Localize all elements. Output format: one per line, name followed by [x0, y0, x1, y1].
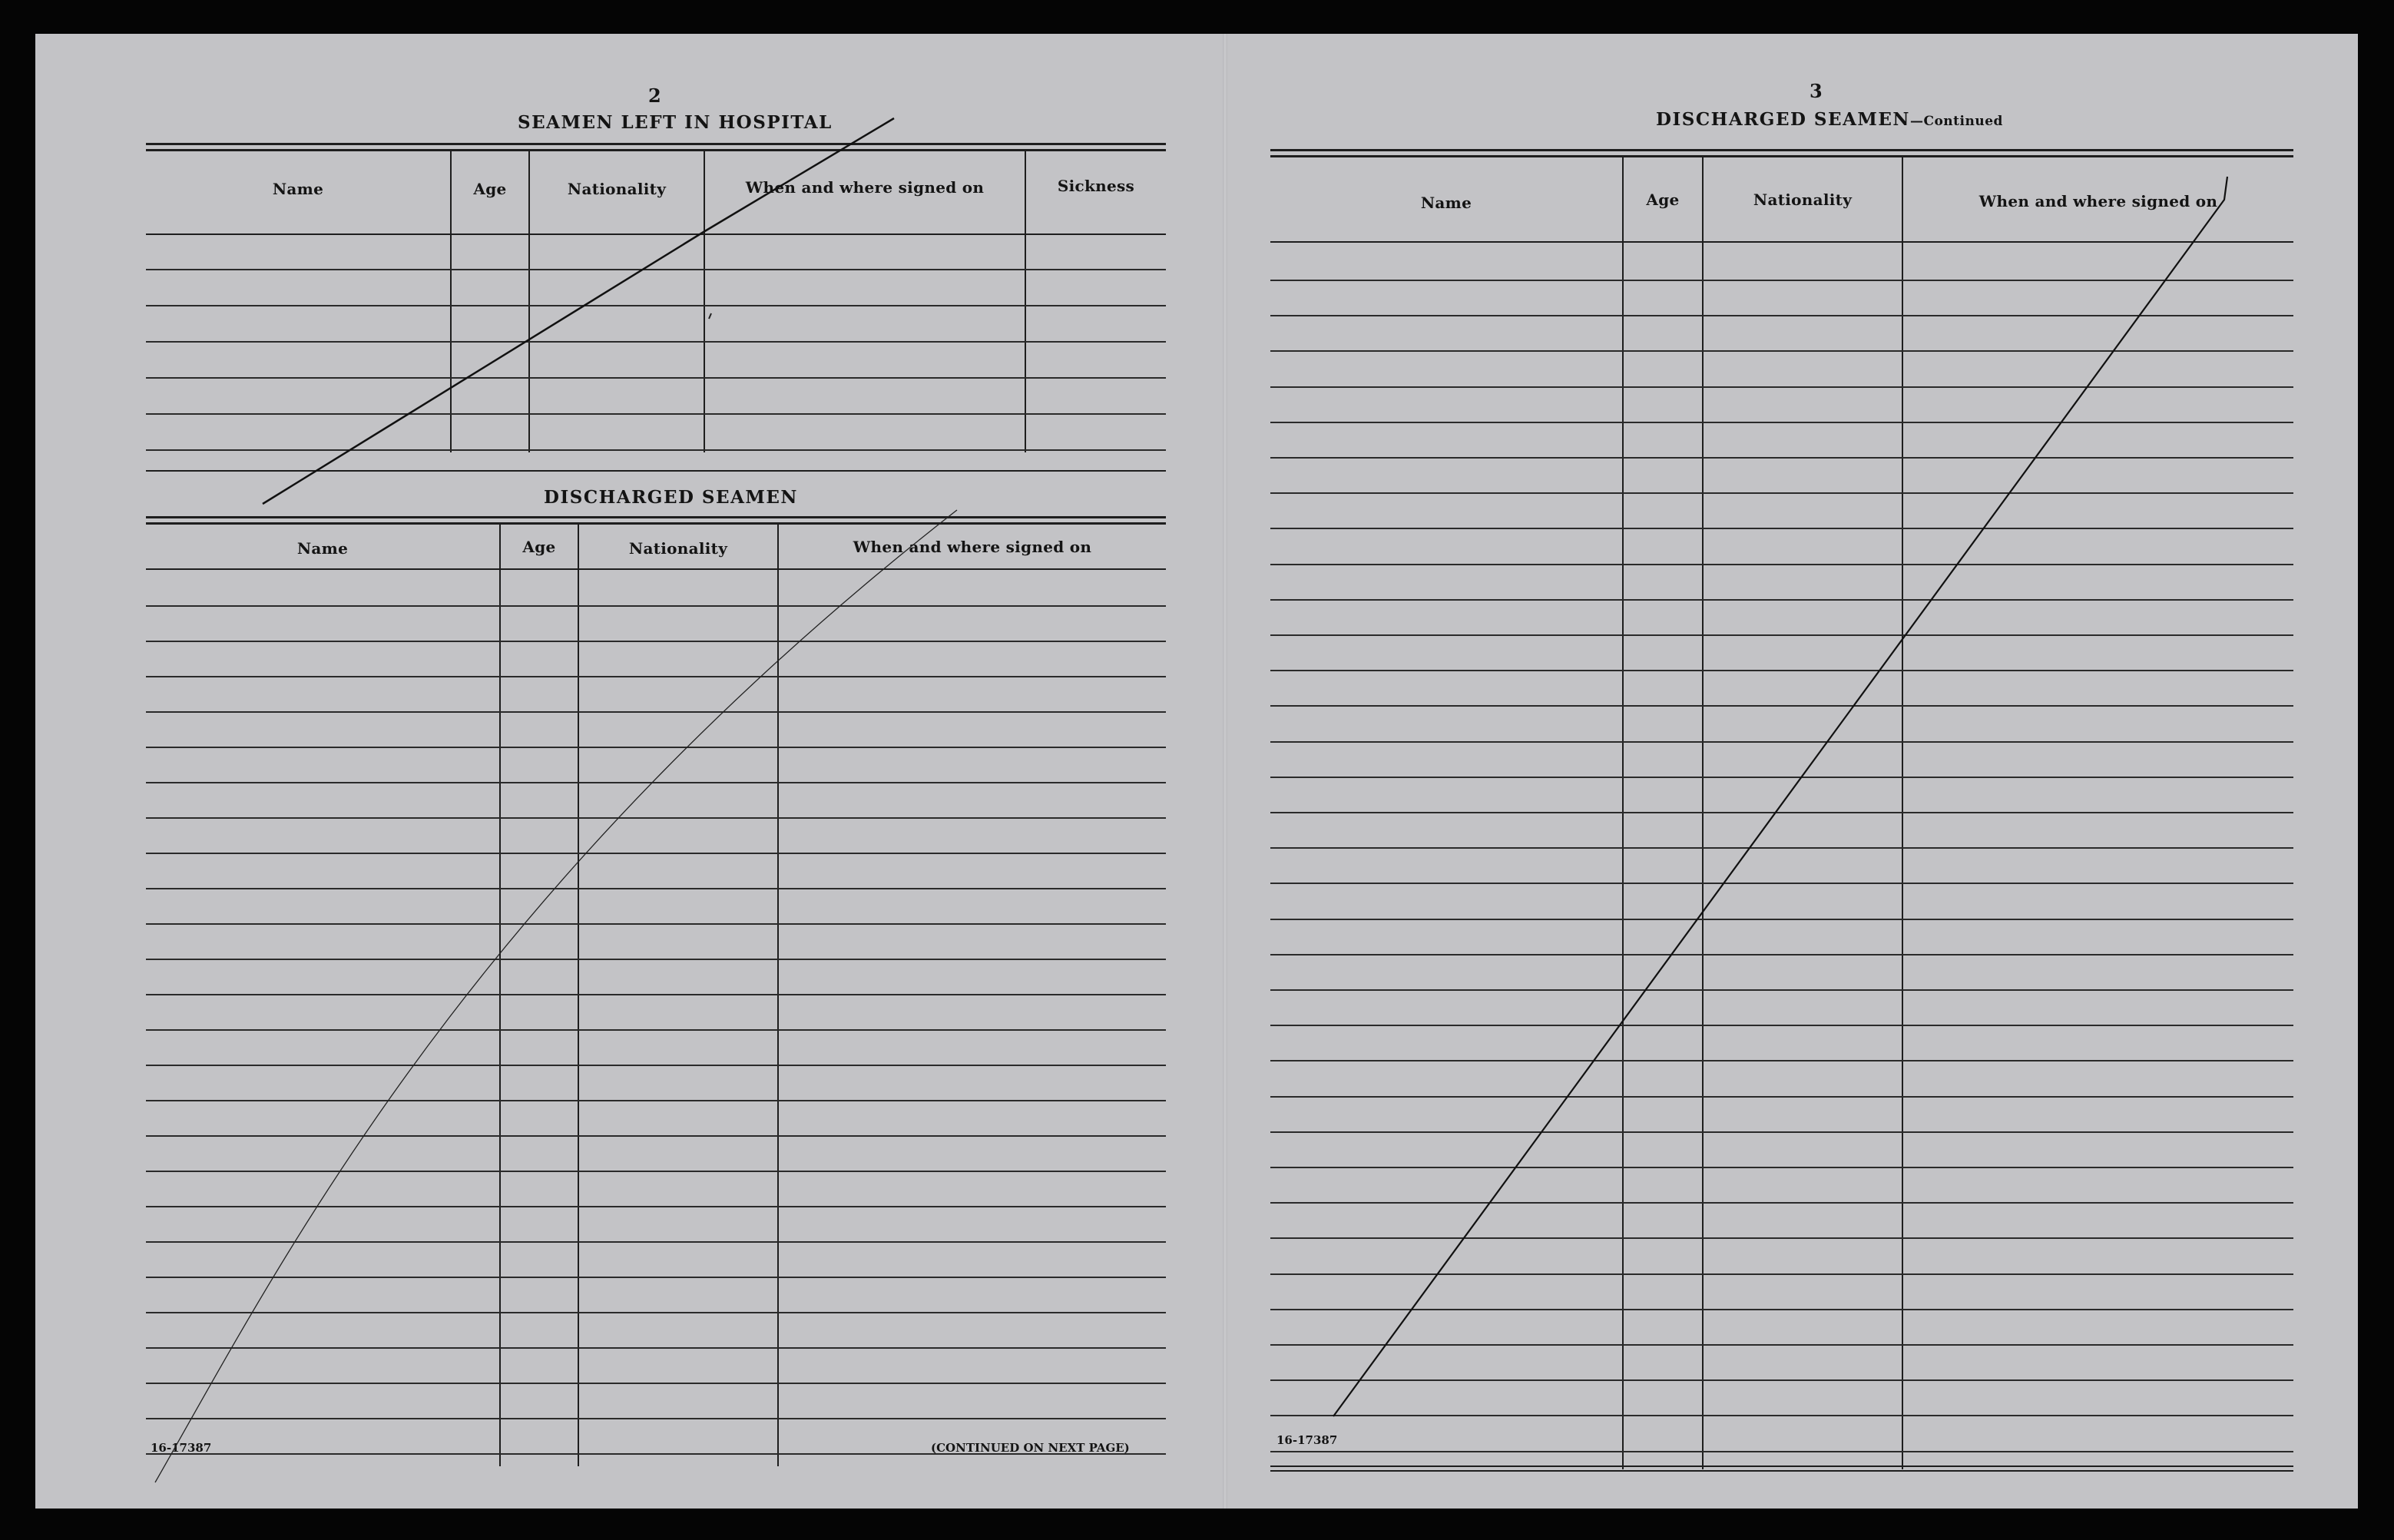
form-row-line — [1270, 457, 2293, 459]
form-row-line — [146, 1418, 1166, 1419]
form-row-line — [1270, 1379, 2293, 1381]
section-title-suffix: —Continued — [1909, 114, 2003, 129]
form-row-line — [146, 1171, 1166, 1172]
form-row-line — [146, 605, 1166, 607]
form-row-line — [1270, 705, 2293, 707]
form-row-line — [146, 711, 1166, 713]
form-row-line — [1270, 1415, 2293, 1416]
continued-row-lines — [1270, 149, 2293, 1470]
form-row-line — [1270, 670, 2293, 671]
form-row-line — [1270, 634, 2293, 636]
discharged-col-nationality: Nationality — [628, 539, 728, 558]
form-row-line — [146, 305, 1166, 306]
continued-col-nationality: Nationality — [1753, 190, 1853, 209]
form-row-line — [1270, 1096, 2293, 1098]
form-row-line — [1270, 422, 2293, 423]
form-row-line — [1270, 989, 2293, 991]
discharged-col-age: Age — [522, 538, 556, 556]
form-row-line — [1270, 350, 2293, 352]
form-row-line — [1270, 1060, 2293, 1061]
hospital-section-title: SEAMEN LEFT IN HOSPITAL — [518, 112, 833, 133]
form-number: 16-17387 — [1276, 1433, 1338, 1447]
continued-section-title — [1656, 109, 2003, 130]
right-page — [1270, 34, 2330, 1509]
continued-col-signed-on: When and where signed on — [1978, 192, 2218, 210]
page-number: 3 — [1810, 80, 1823, 102]
hospital-table — [146, 143, 1166, 473]
form-row-line — [146, 1383, 1166, 1384]
form-row-line — [146, 817, 1166, 819]
form-row-line — [146, 853, 1166, 854]
form-row-line — [1270, 777, 2293, 778]
form-row-line — [146, 1065, 1166, 1066]
form-row-line — [1270, 1237, 2293, 1239]
hospital-col-name: Name — [272, 180, 324, 198]
form-row-line — [146, 676, 1166, 677]
form-row-line — [1270, 1025, 2293, 1026]
scanned-document — [35, 34, 2358, 1509]
form-row-line — [1270, 954, 2293, 955]
form-row-line — [1270, 315, 2293, 316]
form-row-line — [146, 1029, 1166, 1031]
form-row-line — [1270, 741, 2293, 743]
form-row-line — [1270, 1273, 2293, 1275]
form-row-line — [146, 1241, 1166, 1243]
discharged-col-signed-on: When and where signed on — [853, 538, 1092, 556]
form-row-line — [146, 782, 1166, 783]
hospital-col-age: Age — [473, 180, 507, 198]
form-row-line — [146, 641, 1166, 642]
form-row-line — [1270, 1202, 2293, 1204]
form-row-line — [1270, 280, 2293, 281]
hospital-col-signed-on: When and where signed on — [745, 178, 985, 197]
form-row-line — [146, 1135, 1166, 1137]
continued-col-name: Name — [1420, 194, 1472, 212]
page-number: 2 — [648, 84, 661, 107]
form-row-line — [146, 269, 1166, 270]
form-row-line — [146, 994, 1166, 995]
form-row-line — [1270, 564, 2293, 565]
discharged-section-title: DISCHARGED SEAMEN — [544, 487, 798, 508]
form-row-line — [146, 1312, 1166, 1313]
continued-col-age: Age — [1646, 190, 1680, 209]
discharged-col-name: Name — [296, 539, 349, 558]
hospital-col-sickness: Sickness — [1057, 177, 1135, 195]
form-row-line — [146, 377, 1166, 379]
form-row-line — [146, 1206, 1166, 1207]
form-row-line — [1270, 1344, 2293, 1346]
form-row-line — [146, 747, 1166, 748]
form-row-line — [146, 1277, 1166, 1278]
form-number: 16-17387 — [151, 1441, 212, 1455]
form-row-line — [146, 959, 1166, 960]
continued-table — [1270, 149, 2293, 1470]
form-row-line — [1270, 386, 2293, 388]
discharged-row-lines — [146, 516, 1166, 1469]
form-row-line — [146, 888, 1166, 889]
discharged-table — [146, 516, 1166, 1469]
form-row-line — [1270, 883, 2293, 884]
form-row-line — [1270, 1167, 2293, 1168]
form-row-line — [146, 413, 1166, 415]
continued-note: (CONTINUED ON NEXT PAGE) — [931, 1441, 1130, 1455]
form-row-line — [1270, 1451, 2293, 1452]
page-gutter — [1223, 34, 1227, 1509]
form-row-line — [146, 341, 1166, 343]
form-row-line — [146, 923, 1166, 925]
form-row-line — [1270, 847, 2293, 849]
form-row-line — [1270, 599, 2293, 601]
form-row-line — [146, 1100, 1166, 1101]
section-title: DISCHARGED SEAMEN — [1656, 109, 1910, 130]
form-row-line — [1270, 1309, 2293, 1310]
form-row-line — [1270, 812, 2293, 813]
form-row-line — [146, 449, 1166, 451]
form-row-line — [1270, 919, 2293, 920]
form-row-line — [1270, 1131, 2293, 1133]
form-row-line — [1270, 492, 2293, 494]
hospital-row-lines — [146, 143, 1166, 473]
form-row-line — [1270, 528, 2293, 529]
form-row-line — [146, 1347, 1166, 1349]
left-page — [108, 34, 1167, 1509]
hospital-col-nationality: Nationality — [567, 180, 667, 198]
